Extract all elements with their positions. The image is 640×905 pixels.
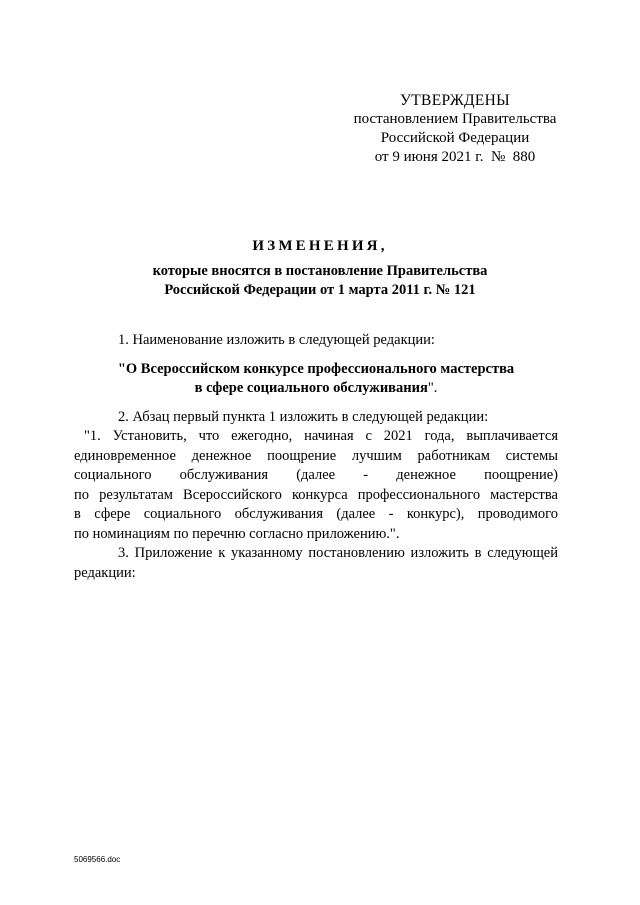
approval-block [330,91,580,167]
item-1 [74,331,558,351]
item-2-text: 2. Абзац первый пункта 1 изложить в следующей редакции: [118,408,489,425]
quoted-name-line-2-wrap [74,379,558,399]
item-3-line-2: редакции: [74,564,136,581]
document-title: ИЗМЕНЕНИЯ, [252,238,388,254]
item-2-quote-line-1: "1. Установить, что ежегодно, начиная с 2021 года, выплачивается [84,428,558,444]
quoted-name-closing: ". [427,380,438,396]
subtitle-line-1: которые вносятся в постановление Правительства [152,263,488,279]
subtitle-line-2: Российской Федерации от 1 марта 2011 г. № 121 [164,282,476,298]
item-2 [74,408,558,545]
quoted-name-line-1: "О Всероссийском конкурсе профессионального мастерства [117,360,515,377]
item-2-quote-line-4: по результатам Всероссийского конкурса профессионального мастерства [74,486,558,503]
document-body [74,331,558,583]
item-2-quote-line-6: по номинациям по перечню согласно приложению.". [74,525,400,542]
approval-line-1: постановлением Правительства [353,111,557,127]
approval-line-2: Российской Федерации [380,130,530,146]
item-3 [74,544,558,583]
quoted-new-name [74,360,558,399]
item-1-text: 1. Наименование изложить в следующей редакции: [118,332,435,348]
item-2-quote-line-2: единовременное денежное поощрение лучшим работникам системы [74,447,558,464]
item-2-quote-line-3: социального обслуживания (далее - денежное поощрение) [74,467,558,483]
approval-heading: УТВЕРЖДЕНЫ [400,92,510,109]
approval-date-number: от 9 июня 2021 г. № 880 [374,149,536,165]
quoted-name-line-2: в сфере социального обслуживания [194,380,428,396]
document-subtitle [60,262,580,300]
item-3-line-1: 3. Приложение к указанному постановлению изложить в следующей [118,545,558,561]
item-2-quote-line-5: в сфере социального обслуживания (далее - конкурс), проводимого [74,506,558,522]
file-code: 5069566.doc [74,855,121,864]
